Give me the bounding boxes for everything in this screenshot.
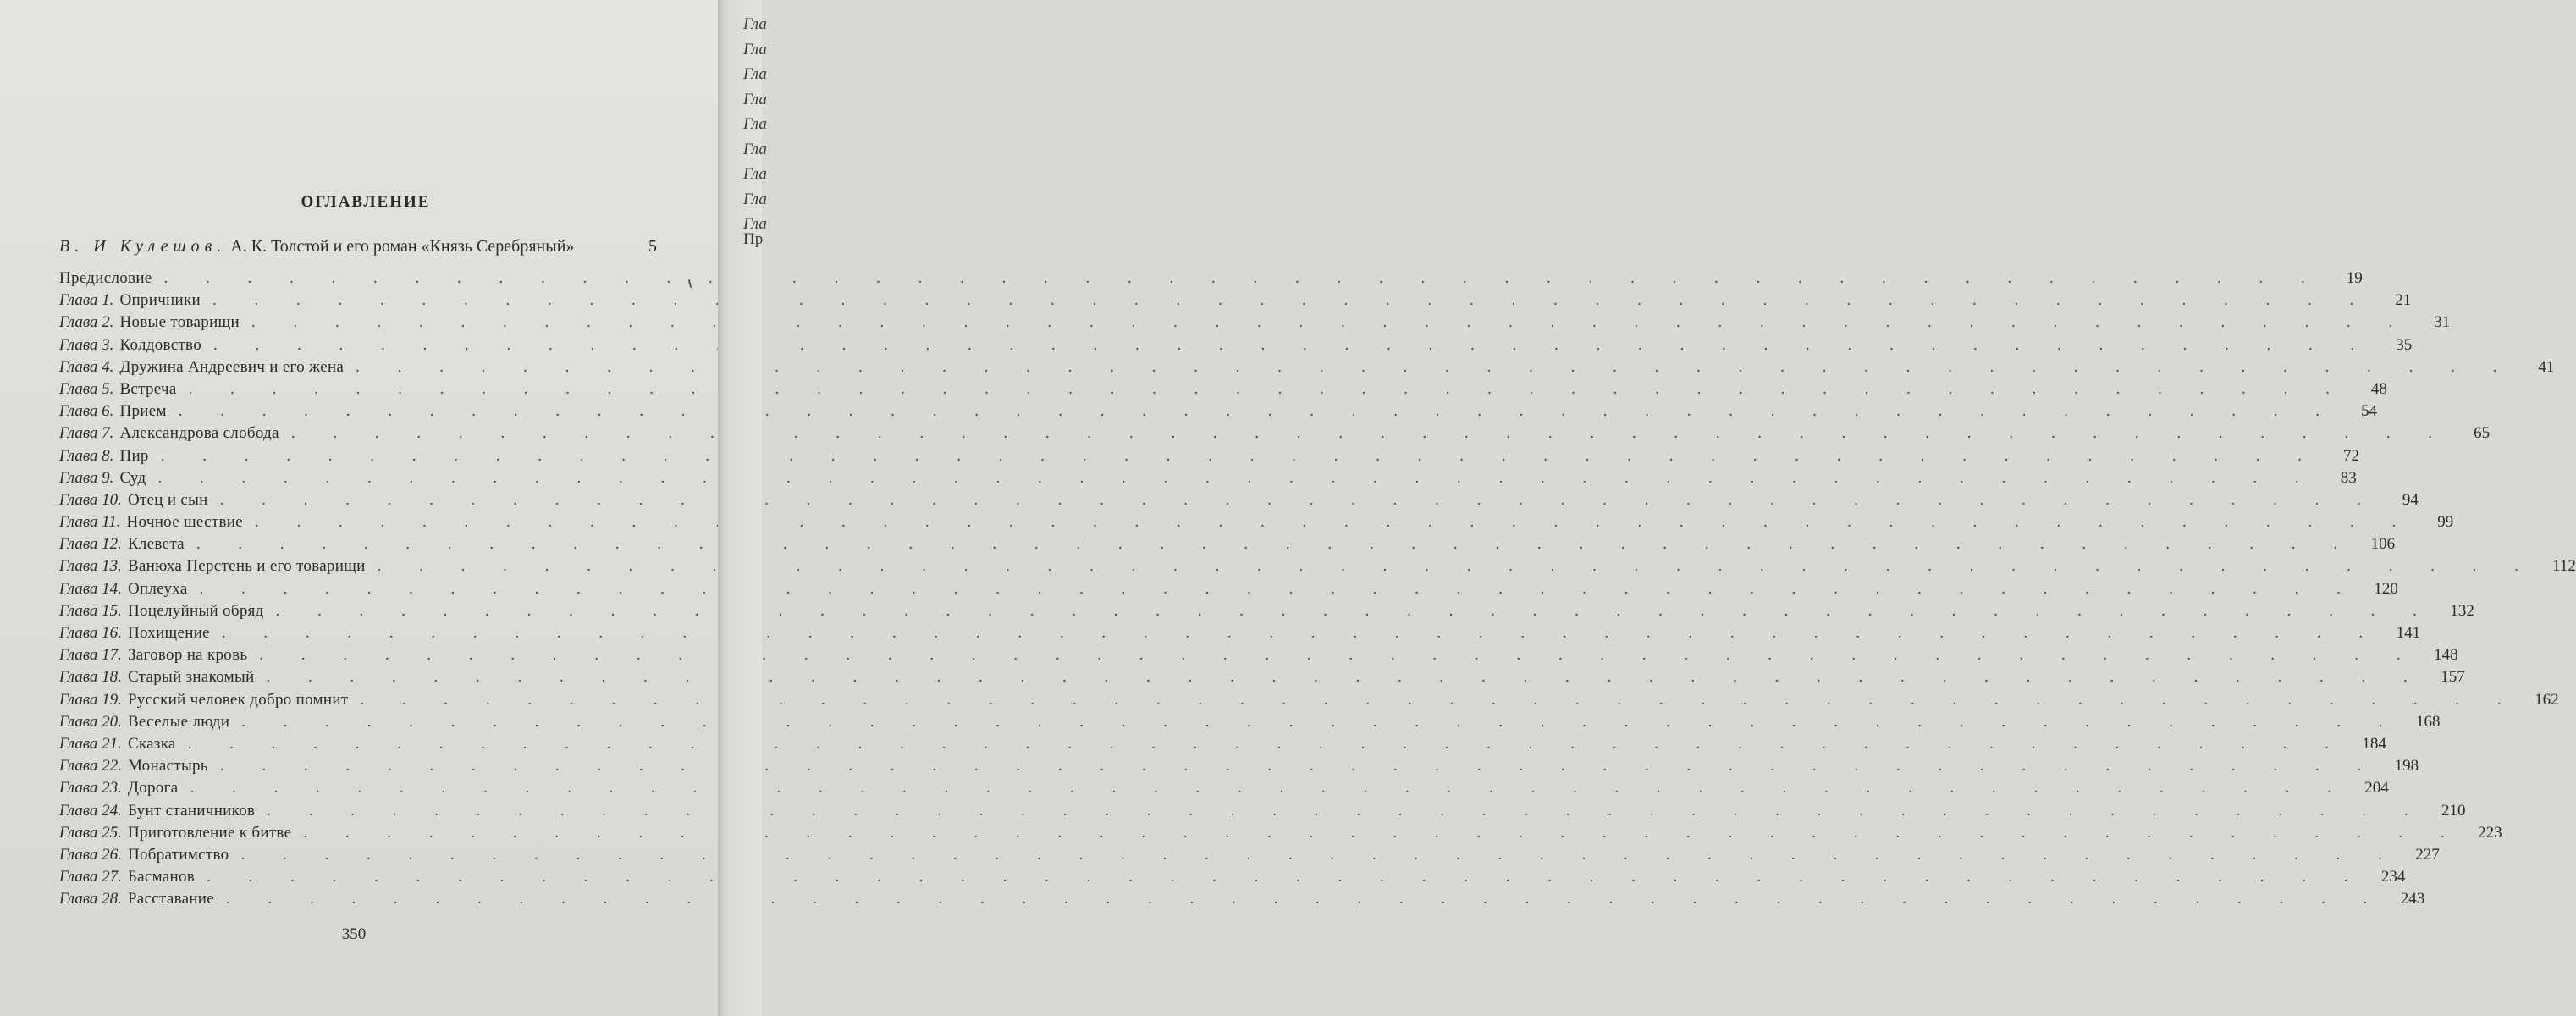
toc-entry	[59, 624, 2421, 646]
chapter-title: Клевета	[127, 535, 185, 554]
dot-leader	[196, 535, 2354, 554]
toc-entry	[59, 646, 2458, 668]
toc-entry	[59, 823, 2502, 846]
intro-entry	[59, 237, 574, 257]
toc-entry	[59, 313, 2451, 335]
toc-entry	[59, 402, 2378, 424]
chapter-number: Глава 18.	[59, 668, 122, 687]
toc-entry	[59, 712, 2441, 735]
dot-leader	[189, 380, 2347, 399]
chapter-title: Расставание	[127, 890, 214, 908]
chapter-title: Опричники	[119, 291, 201, 310]
dot-leader	[360, 691, 2518, 710]
chapter-number: Глава 23.	[59, 779, 122, 798]
chapter-number: Глава 12.	[59, 535, 122, 554]
dot-leader	[303, 824, 2461, 842]
toc-entry	[59, 291, 2412, 313]
chapter-title: Заговор на кровь	[127, 646, 248, 665]
intro-text: А. К. Толстой и его роман «Князь Серебряный»	[230, 237, 575, 256]
chapter-number: Глава 16.	[59, 624, 122, 642]
chapter-page-number: 210	[2441, 801, 2466, 820]
toc-entry	[59, 357, 2555, 380]
chapter-title: Веселые люди	[127, 712, 230, 731]
chapter-page-number: 94	[2402, 490, 2419, 509]
dot-leader	[240, 846, 2398, 864]
chapter-page-number: 112	[2552, 557, 2576, 576]
dot-leader	[291, 424, 2449, 443]
chapter-number: Глава 9.	[59, 468, 114, 487]
dot-leader	[179, 402, 2336, 421]
chapter-page-number: 227	[2415, 845, 2440, 864]
dot-leader	[226, 890, 2384, 908]
chapter-number: Глава 28.	[59, 890, 122, 908]
chapter-page-number: 168	[2415, 712, 2441, 731]
chapter-title: Похищение	[127, 624, 210, 642]
toc-title: ОГЛАВЛЕНИЕ	[301, 193, 431, 211]
toc-entry	[59, 269, 2363, 291]
dot-leader	[207, 868, 2364, 886]
chapter-title: Суд	[119, 468, 146, 487]
chapter-page-number: 120	[2374, 579, 2398, 598]
chapter-number: Глава 1.	[59, 291, 114, 310]
chapter-number: Глава 27.	[59, 868, 122, 886]
toc-list	[59, 269, 2576, 912]
dot-leader	[259, 646, 2417, 665]
chapter-page-number: 243	[2400, 890, 2425, 908]
facing-page-line: Гла	[743, 65, 767, 83]
facing-page-line: Гла	[743, 190, 767, 208]
chapter-title: Новые товарищи	[119, 313, 240, 332]
toc-entry	[59, 734, 2386, 757]
chapter-number: Глава 25.	[59, 823, 122, 842]
intro-author: В. И Кулешов.	[59, 237, 227, 256]
facing-page-line: Гла	[743, 15, 767, 33]
chapter-title: Отец и сын	[127, 490, 208, 509]
chapter-page-number: 106	[2370, 535, 2396, 554]
chapter-title: Дружина Андреевич и его жена	[119, 357, 345, 376]
chapter-page-number: 35	[2396, 335, 2413, 354]
chapter-number: Глава 6.	[59, 402, 114, 421]
chapter-title: Русский человек добро помнит	[127, 690, 349, 709]
chapter-title: Бунт станичников	[127, 801, 256, 820]
chapter-number: Глава 15.	[59, 601, 122, 620]
chapter-number: Глава 19.	[59, 690, 122, 709]
toc-entry	[59, 890, 2425, 912]
chapter-title: Пир	[119, 446, 149, 465]
chapter-number: Глава 4.	[59, 357, 114, 376]
chapter-page-number: 19	[2346, 269, 2363, 287]
toc-entry	[59, 668, 2465, 690]
dot-leader	[266, 668, 2424, 687]
chapter-page-number: 141	[2396, 624, 2421, 642]
chapter-number: Глава 13.	[59, 557, 122, 576]
chapter-number: Глава 10.	[59, 490, 122, 509]
facing-page-line: Пр	[743, 230, 764, 248]
dot-leader	[356, 358, 2513, 377]
chapter-number: Глава 24.	[59, 801, 122, 820]
toc-entry	[59, 845, 2440, 868]
facing-page-line: Гла	[743, 165, 767, 183]
toc-entry	[59, 446, 2359, 469]
chapter-page-number: 83	[2340, 468, 2357, 487]
chapter-number: Глава 17.	[59, 646, 122, 665]
facing-page-line: Гла	[743, 215, 767, 233]
chapter-page-number: 41	[2538, 357, 2555, 376]
chapter-title: Прием	[119, 402, 167, 421]
chapter-title: Предисловие	[59, 269, 152, 287]
dot-leader	[190, 779, 2347, 798]
toc-entry	[59, 557, 2576, 579]
chapter-page-number: 198	[2394, 757, 2419, 776]
chapter-number: Глава 5.	[59, 379, 114, 398]
toc-entry	[59, 424, 2491, 446]
chapter-page-number: 162	[2535, 690, 2559, 709]
facing-page-line: Гла	[743, 140, 767, 158]
chapter-page-number: 132	[2450, 601, 2474, 620]
toc-entry	[59, 490, 2419, 513]
dot-leader	[255, 513, 2413, 532]
chapter-number: Глава 26.	[59, 845, 122, 864]
toc-entry	[59, 468, 2357, 491]
toc-entry	[59, 535, 2396, 557]
chapter-page-number: 65	[2474, 424, 2491, 443]
chapter-title: Оплеуха	[127, 579, 188, 598]
chapter-title: Побратимство	[127, 845, 229, 864]
chapter-number: Глава 20.	[59, 712, 122, 731]
chapter-page-number: 223	[2478, 823, 2502, 842]
chapter-number: Глава 21.	[59, 734, 122, 753]
chapter-title: Ванюха Перстень и его товарищи	[127, 557, 366, 576]
toc-entry	[59, 513, 2454, 535]
dot-leader	[267, 802, 2424, 820]
chapter-page-number: 48	[2370, 379, 2387, 398]
toc-entry	[59, 868, 2406, 890]
dot-leader	[220, 757, 2378, 776]
chapter-page-number: 204	[2364, 779, 2389, 798]
chapter-title: Колдовство	[119, 335, 201, 354]
dot-leader	[378, 557, 2535, 576]
toc-entry	[59, 779, 2389, 801]
dot-leader	[222, 624, 2380, 643]
chapter-title: Приготовление к битве	[127, 823, 292, 842]
dot-leader	[164, 269, 2322, 288]
intro-page-number: 5	[648, 237, 657, 256]
toc-entry	[59, 601, 2474, 624]
dot-leader	[241, 713, 2399, 732]
toc-entry	[59, 379, 2387, 402]
page-number: 350	[341, 925, 367, 943]
toc-entry	[59, 801, 2466, 824]
dot-leader	[213, 336, 2371, 355]
toc-entry	[59, 335, 2413, 358]
chapter-number: Глава 2.	[59, 313, 114, 332]
dot-leader	[158, 469, 2316, 488]
facing-page-line: Гла	[743, 90, 767, 108]
toc-entry	[59, 757, 2419, 779]
chapter-page-number: 157	[2441, 668, 2465, 687]
facing-page-line: Гла	[743, 115, 767, 133]
chapter-title: Александрова слобода	[119, 424, 279, 443]
dot-leader	[212, 291, 2370, 310]
chapter-page-number: 148	[2434, 646, 2458, 665]
chapter-number: Глава 11.	[59, 513, 121, 532]
dot-leader	[276, 602, 2434, 621]
dot-leader	[200, 580, 2358, 599]
chapter-page-number: 54	[2361, 402, 2378, 421]
chapter-title: Ночное шествие	[126, 513, 243, 532]
toc-entry	[59, 579, 2398, 602]
chapter-page-number: 31	[2434, 313, 2451, 332]
chapter-number: Глава 14.	[59, 579, 122, 598]
chapter-page-number: 21	[2395, 291, 2412, 310]
chapter-page-number: 99	[2437, 513, 2454, 532]
chapter-number: Глава 3.	[59, 335, 114, 354]
chapter-title: Старый знакомый	[127, 668, 255, 687]
chapter-number: Глава 7.	[59, 424, 114, 443]
chapter-title: Басманов	[127, 868, 196, 886]
chapter-title: Сказка	[127, 734, 176, 753]
chapter-number: Глава 22.	[59, 757, 122, 776]
chapter-title: Монастырь	[127, 757, 208, 776]
chapter-title: Дорога	[127, 779, 179, 798]
dot-leader	[161, 447, 2319, 466]
toc-entry	[59, 690, 2559, 713]
chapter-page-number: 234	[2380, 868, 2406, 886]
chapter-number: Глава 8.	[59, 446, 114, 465]
chapter-title: Поцелуйный обряд	[127, 601, 264, 620]
dot-leader	[220, 491, 2378, 510]
facing-page-line: Гла	[743, 40, 767, 58]
chapter-page-number: 72	[2342, 446, 2359, 465]
dot-leader	[251, 313, 2409, 332]
chapter-title: Встреча	[119, 379, 177, 398]
chapter-page-number: 184	[2362, 734, 2386, 753]
dot-leader	[188, 735, 2346, 754]
